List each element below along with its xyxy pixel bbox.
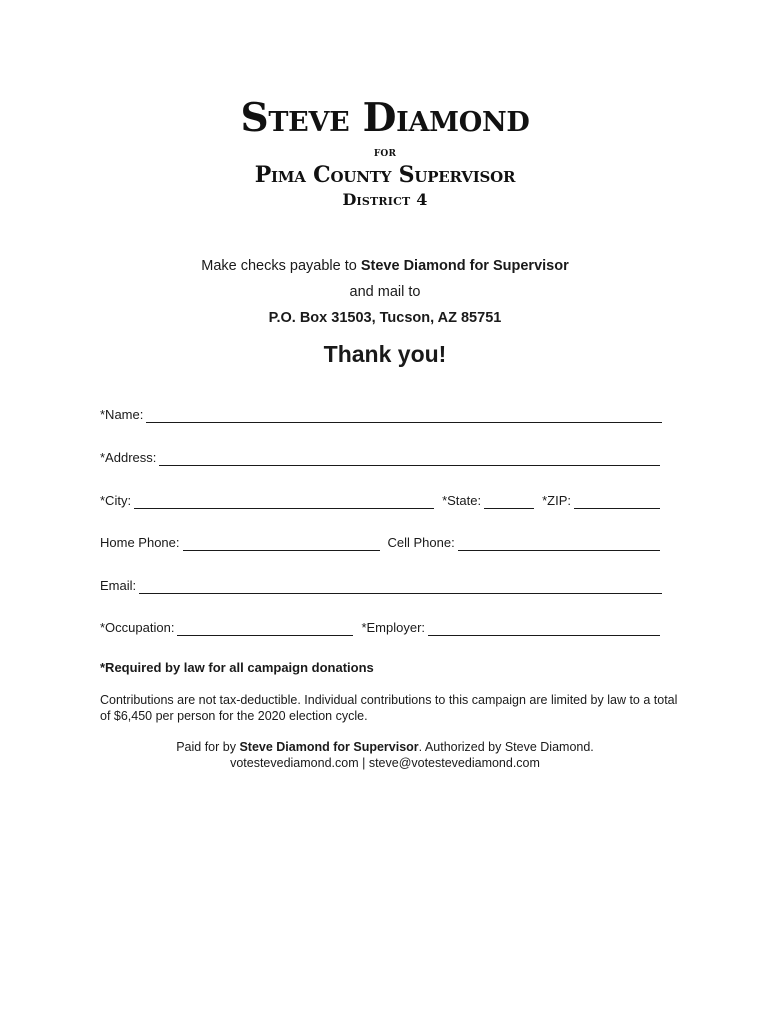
employer-field[interactable] (428, 621, 660, 636)
name-row (100, 405, 662, 423)
office-title: Pima County Supervisor (254, 162, 516, 188)
contact-separator: | (358, 756, 369, 770)
payable-prefix: Make checks payable to (201, 258, 361, 274)
cell-phone-field[interactable] (458, 536, 660, 551)
home-phone-label: Home Phone: (100, 535, 180, 550)
payable-name: Steve Diamond for Supervisor (360, 258, 569, 274)
zip-field[interactable] (574, 494, 660, 509)
address-row (100, 448, 660, 466)
paid-suffix: . Authorized by Steve Diamond. (418, 740, 594, 754)
email-label: Email: (100, 578, 137, 593)
state-field[interactable] (484, 494, 534, 509)
occupation-row (100, 618, 660, 636)
home-phone-field[interactable] (183, 536, 380, 551)
thank-you-heading: Thank you! (323, 341, 447, 367)
phone-row (100, 533, 660, 551)
occupation-field[interactable] (177, 621, 353, 636)
mail-to-line: and mail to (349, 284, 421, 300)
payable-line (0, 257, 770, 275)
email-link[interactable]: steve@votestevediamond.com (368, 756, 540, 770)
website-link[interactable]: votestevediamond.com (230, 756, 359, 770)
paid-name: Steve Diamond for Supervisor (239, 740, 419, 754)
contact-line (0, 755, 770, 771)
city-field[interactable] (134, 494, 434, 509)
email-field[interactable] (139, 579, 662, 594)
mailing-address: P.O. Box 31503, Tucson, AZ 85751 (268, 310, 502, 326)
candidate-name: Steve Diamond (240, 95, 530, 141)
contribution-disclaimer: Contributions are not tax-deductible. Individual contributions to this campaign are limited by law to a total of $6,450 per person for the 2020 election cycle. (100, 693, 678, 723)
required-note: *Required by law for all campaign donations (100, 660, 374, 675)
name-label: *Name: (100, 407, 144, 422)
email-row (100, 576, 662, 594)
cell-phone-label: Cell Phone: (387, 535, 455, 550)
city-state-zip-row (100, 491, 660, 509)
district-label: District 4 (342, 190, 428, 209)
for-word: for (373, 145, 397, 160)
occupation-label: *Occupation: (100, 620, 175, 635)
paid-for-line (0, 739, 770, 755)
address-label: *Address: (100, 450, 157, 465)
city-label: *City: (100, 493, 132, 508)
state-label: *State: (442, 493, 482, 508)
employer-label: *Employer: (361, 620, 426, 635)
zip-label: *ZIP: (542, 493, 571, 508)
name-field[interactable] (146, 408, 662, 423)
address-field[interactable] (159, 451, 660, 466)
paid-prefix: Paid for by (176, 740, 240, 754)
